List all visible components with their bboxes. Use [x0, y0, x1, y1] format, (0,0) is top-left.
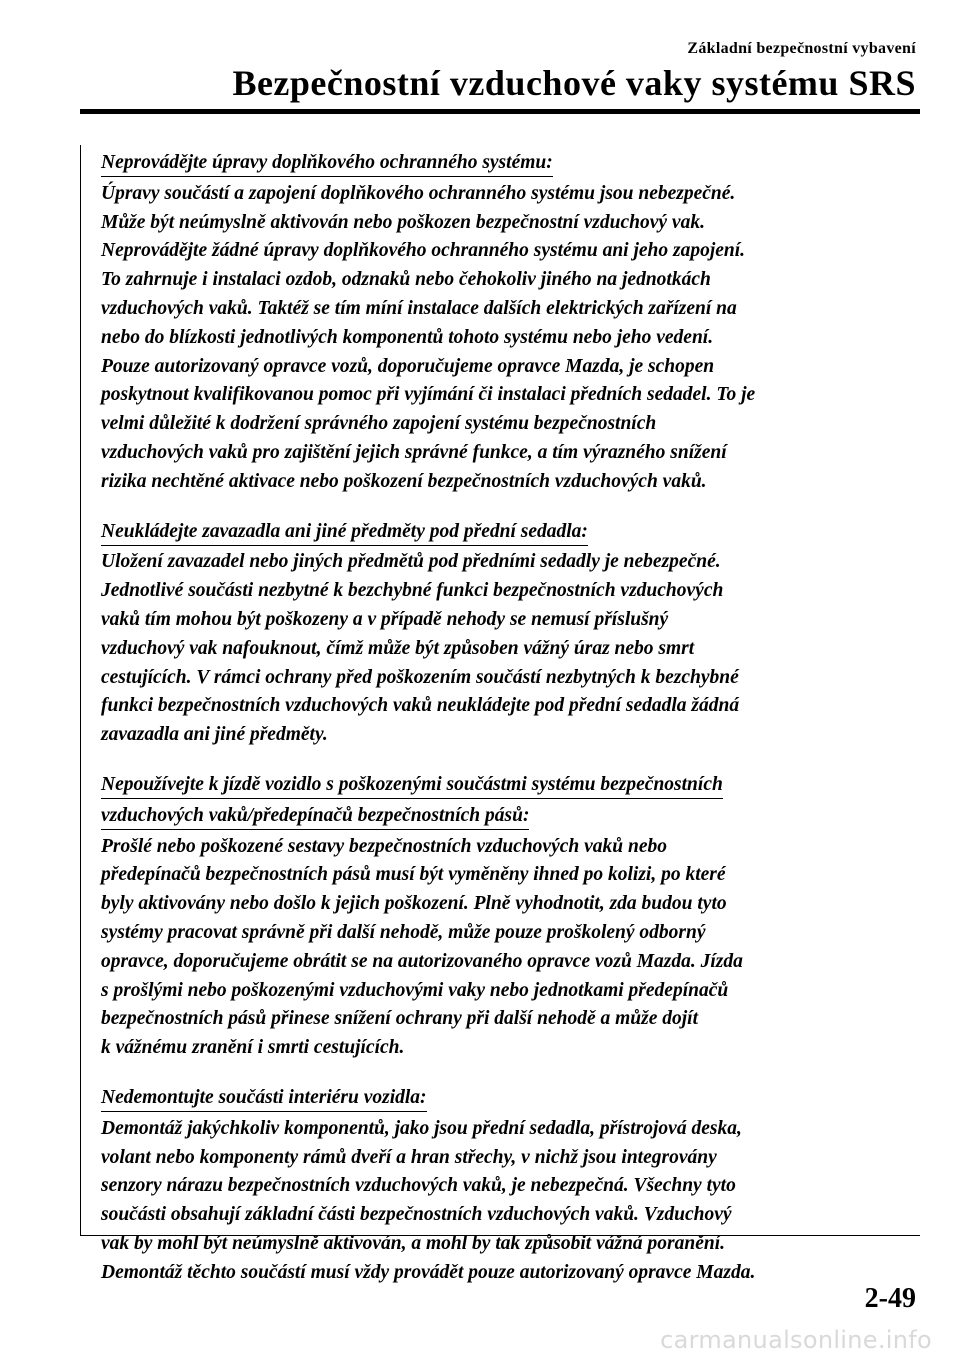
warning-text-line: Demontáž těchto součástí musí vždy provádět pouze autorizovaný opravce Mazda. [101, 1261, 756, 1283]
warning-text-line: zavazadla ani jiné předměty. [101, 724, 328, 746]
warning-content [101, 149, 921, 1287]
warning-text-line: poskytnout kvalifikovanou pomoc při vyjímání či instalaci předních sedadel. To je [101, 384, 756, 406]
warning-text-line: cestujících. V rámci ochrany před poškozením součástí nezbytných k bezchybné [101, 666, 739, 688]
warning-section [101, 1084, 921, 1288]
warning-text-line: To zahrnuje i instalaci ozdob, odznaků nebo čehokoliv jiného na jednotkách [101, 269, 711, 291]
warning-text-line: k vážnému zranění i smrti cestujících. [101, 1037, 405, 1059]
warning-text-line: bezpečnostních pásů přinese snížení ochrany při další nehodě a může dojít [101, 1008, 698, 1030]
warning-text-line: byly aktivovány nebo došlo k jejich poškození. Plně vyhodnotit, zda budou tyto [101, 893, 727, 915]
warning-text-line: Jednotlivé součásti nezbytné k bezchybné funkci bezpečnostních vzduchových [101, 580, 724, 602]
warning-text-line: opravce, doporučujeme obrátit se na autorizovaného opravce vozů Mazda. Jízda [101, 950, 743, 972]
warning-section [101, 518, 921, 750]
page-title: Bezpečnostní vzduchové vaky systému SRS [232, 63, 916, 103]
warning-heading: Nedemontujte součásti interiéru vozidla: [101, 1085, 427, 1112]
warning-text-line: vzduchových vaků. Taktéž se tím míní instalace dalších elektrických zařízení na [101, 297, 737, 319]
warning-section [101, 149, 921, 497]
chapter-name: Základní bezpečnostní vybavení [687, 40, 916, 57]
warning-text-line: Úpravy součástí a zapojení doplňkového ochranného systému jsou nebezpečné. [101, 182, 736, 204]
warning-text-line: Může být neúmyslně aktivován nebo poškozen bezpečnostní vzduchový vak. [101, 211, 705, 233]
warning-text-line: rizika nechtěné aktivace nebo poškození bezpečnostních vzduchových vaků. [101, 470, 707, 492]
warning-text-line: vak by mohl být neúmyslně aktivován, a mohl by tak způsobit vážná poranění. [101, 1232, 726, 1254]
warning-text-line: Prošlé nebo poškozené sestavy bezpečnostních vzduchových vaků nebo [101, 835, 667, 857]
warning-text-line: senzory nárazu bezpečnostních vzduchových vaků, je nebezpečná. Všechny tyto [101, 1175, 736, 1197]
warning-heading: Neukládejte zavazadla ani jiné předměty pod přední sedadla: [101, 519, 588, 546]
warning-heading: vzduchových vaků/předepínačů bezpečnostních pásů: [101, 803, 529, 830]
warning-section [101, 771, 921, 1063]
warning-text-line: vzduchový vak nafouknout, čímž může být způsoben vážný úraz nebo smrt [101, 637, 695, 659]
warning-heading: Neprovádějte úpravy doplňkového ochranného systému: [101, 150, 553, 177]
warning-text-line: Demontáž jakýchkoliv komponentů, jako jsou přední sedadla, přístrojová deska, [101, 1117, 742, 1139]
warning-text-line: vzduchových vaků pro zajištění jejich správné funkce, a tím výrazného snížení [101, 441, 727, 463]
warning-text-line: systémy pracovat správně při další nehodě, může pouze proškolený odborný [101, 921, 706, 943]
warning-heading: Nepoužívejte k jízdě vozidlo s poškozenými součástmi systému bezpečnostních [101, 772, 723, 799]
watermark: carmanualsonline.info [660, 1326, 932, 1354]
warning-text-line: vaků tím mohou být poškozeny a v případě nehody se nemusí příslušný [101, 608, 669, 630]
warning-text-line: volant nebo komponenty rámů dveří a hran střechy, v nichž jsou integrovány [101, 1146, 717, 1168]
page-number: 2-49 [864, 1283, 916, 1314]
warning-text-line: předepínačů bezpečnostních pásů musí být vyměněny ihned po kolizi, po které [101, 864, 726, 886]
warning-text-line: Pouze autorizovaný opravce vozů, doporučujeme opravce Mazda, je schopen [101, 355, 715, 377]
warning-text-line: velmi důležité k dodržení správného zapojení systému bezpečnostních [101, 413, 657, 435]
warning-text-line: nebo do blízkosti jednotlivých komponentů tohoto systému nebo jeho vedení. [101, 326, 714, 348]
header-rule [80, 109, 920, 114]
warning-text-line: Uložení zavazadel nebo jiných předmětů pod předními sedadly je nebezpečné. [101, 551, 721, 573]
warning-text-line: součásti obsahují základní části bezpečnostních vzduchových vaků. Vzduchový [101, 1204, 732, 1226]
warning-text-line: s prošlými nebo poškozenými vzduchovými vaky nebo jednotkami předepínačů [101, 979, 729, 1001]
warning-text-line: funkci bezpečnostních vzduchových vaků neukládejte pod přední sedadla žádná [101, 695, 740, 717]
warning-text-line: Neprovádějte žádné úpravy doplňkového ochranného systému ani jeho zapojení. [101, 240, 746, 262]
